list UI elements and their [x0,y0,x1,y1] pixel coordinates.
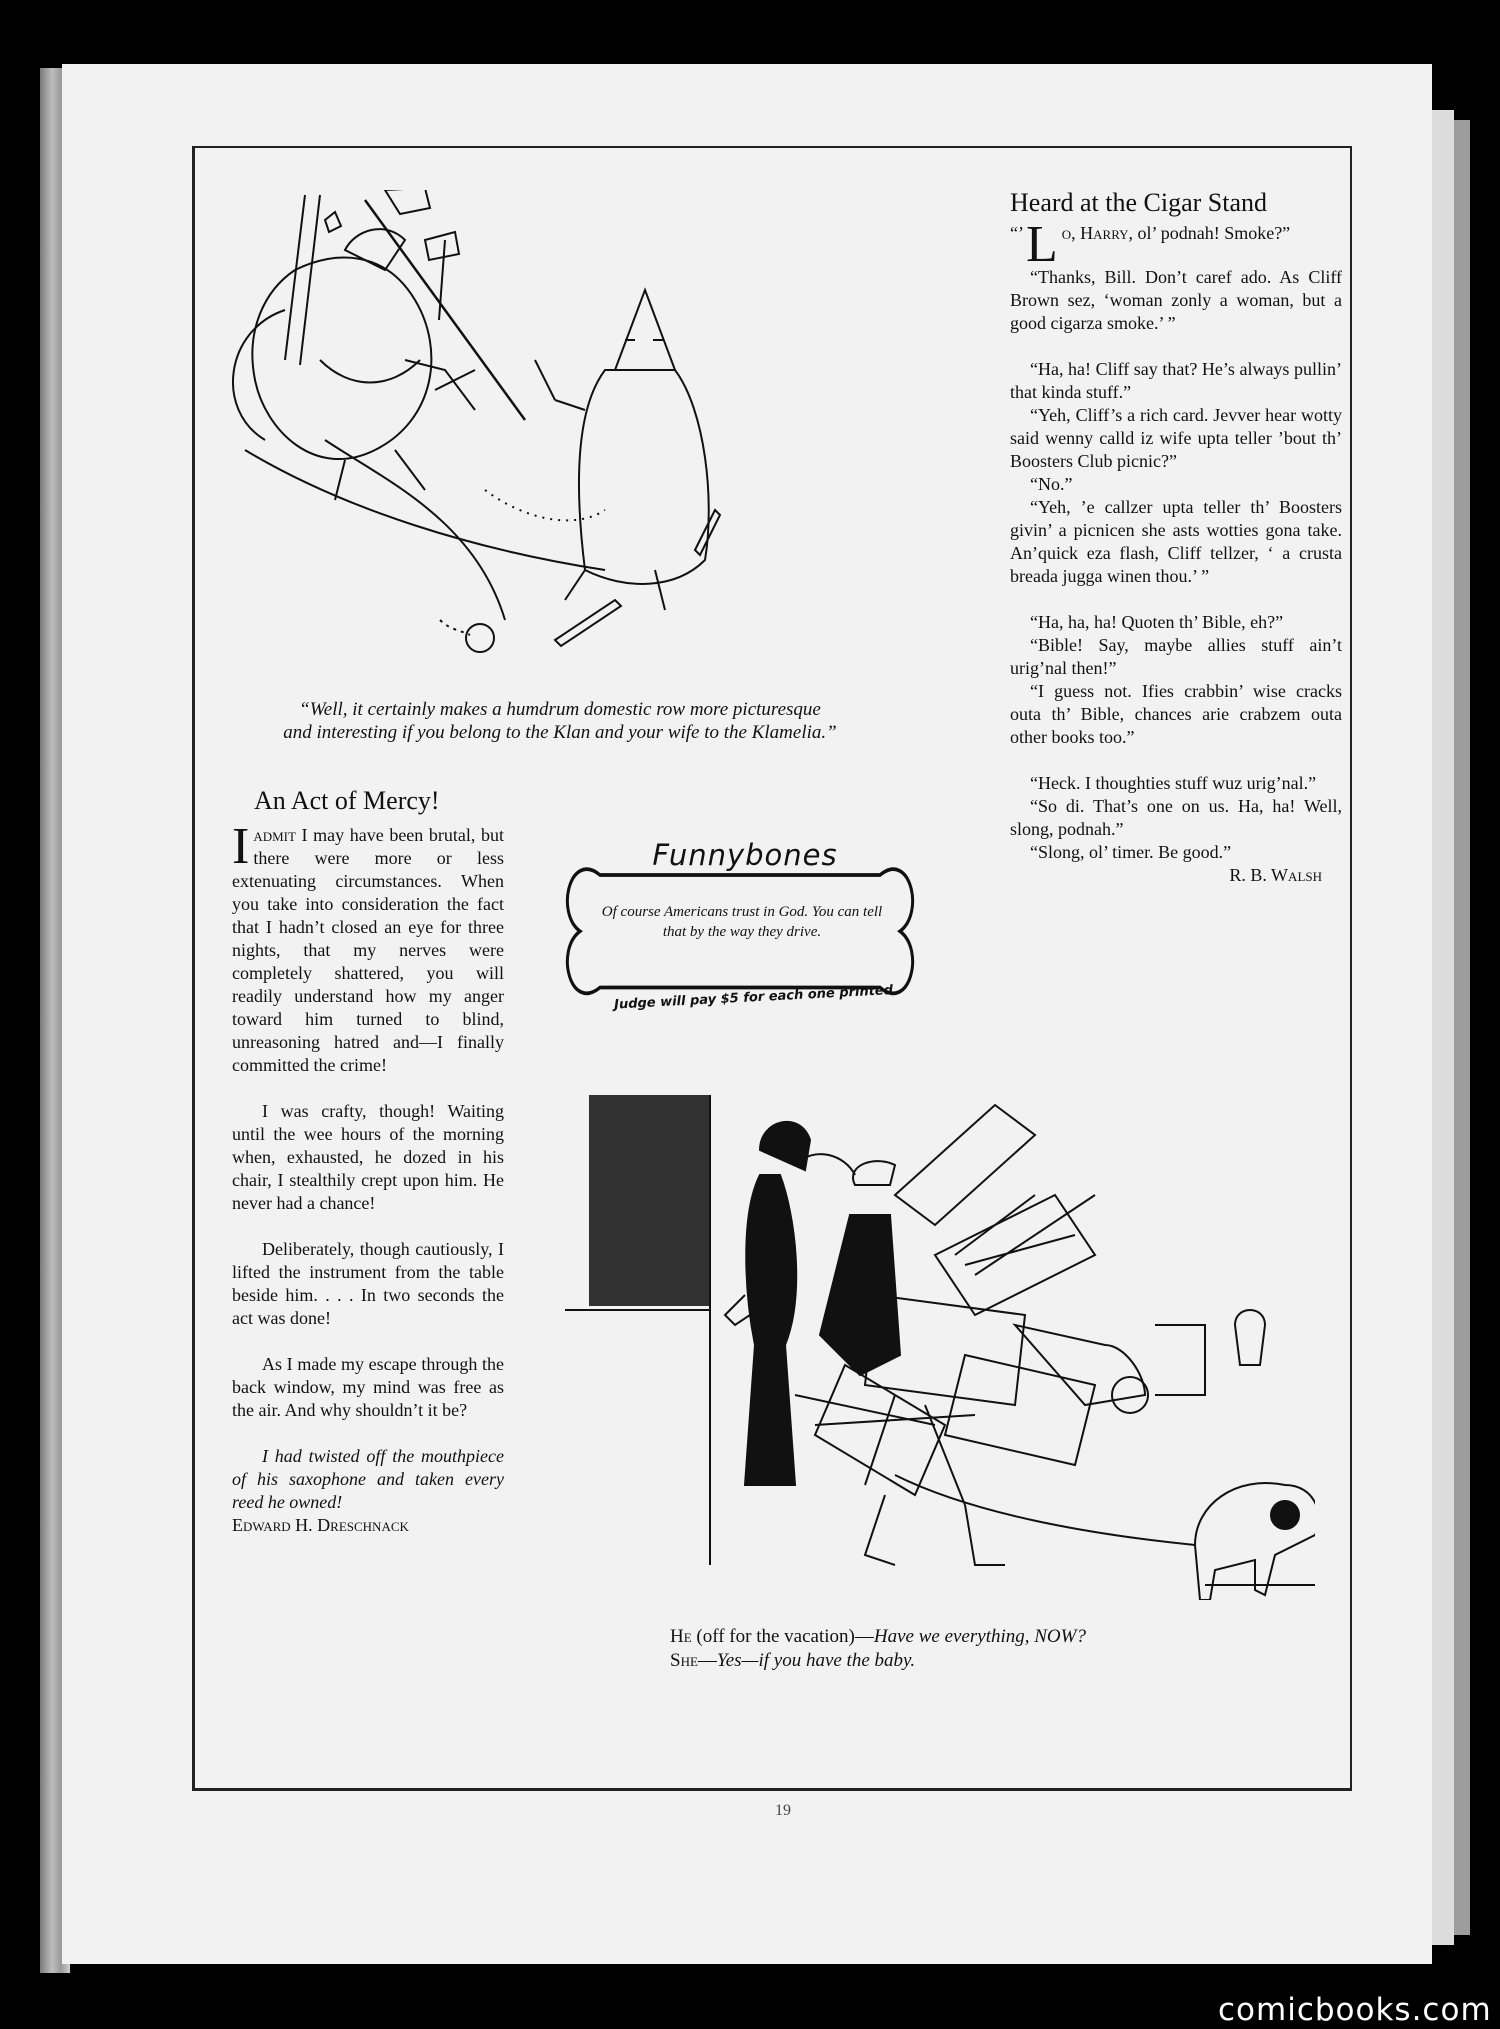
cigar-dropcap: L [1025,216,1058,273]
mercy-para-2: I was crafty, though! Waiting until the wee hours of the morning when, exhausted, he dozed in his chair, I stealthily crept upon him. He never had a chance! [232,1101,504,1213]
cigar-stand-para-1 [1010,216,1342,273]
klan-cartoon [225,190,895,690]
cigar-stand-para-8: “Bible! Say, maybe allies stuff ain’t urig’nal then!” [1010,635,1342,678]
cigar-stand-para-7: “Ha, ha, ha! Quoten th’ Bible, eh?” [1030,612,1284,632]
caption-he-line [670,1625,1230,1649]
cigar-p1-rest: ol’ podnah! Smoke?” [1133,223,1291,243]
top-cartoon-caption-line1: “Well, it certainly makes a humdrum domestic row more picturesque [299,699,821,720]
caption-she-line [670,1649,1230,1673]
caption-he-question: Have we everything, NOW? [873,1626,1086,1647]
caption-she-dash: — [697,1650,717,1671]
mercy-smallcaps: admit [253,825,296,845]
site-watermark: comicbooks.com [1218,1992,1492,2028]
facing-page-shadow [1454,120,1470,1935]
caption-he-paren: (off for the vacation)— [691,1626,874,1647]
cigar-stand-column [1010,188,1342,887]
cigar-stand-para-6: “Yeh, ’e callzer upta teller th’ Boosters givin’ a picnicen she asts wotties gona take. An’quick eza flash, Cliff tellzer, ‘ a crusta breada jugga winen thou.’ ” [1010,497,1342,586]
cigar-open-quote: “’ [1010,223,1024,243]
cigar-stand-para-4: “Yeh, Cliff’s a rich card. Jevver hear wotty said wenny calld iz wife upta teller ’bout th’ Boosters Club picnic?” [1010,405,1342,471]
caption-she-answer: Yes—if you have the baby. [716,1650,916,1671]
mercy-title: An Act of Mercy! [254,786,440,815]
cigar-stand-para-2: “Thanks, Bill. Don’t caref ado. As Cliff Brown sez, ‘woman zonly a woman, but a good cigarza smoke.’ ” [1010,267,1342,333]
cigar-stand-para-10: “Heck. I thoughties stuff wuz urig’nal.” [1030,773,1317,793]
mercy-p1-rest: I may have been brutal, but there were more or less extenuating circumstances. When you take into consideration the fact that I hadn’t closed an eye for three nights, that my nerves were completely shattered, you will readily understand how my anger toward him turned to blind, unreasoning hatred and—I finally committed the crime! [232,825,504,1075]
cigar-stand-para-12: “Slong, ol’ timer. Be good.” [1030,842,1232,862]
cigar-stand-title: Heard at the Cigar Stand [1010,188,1268,217]
cigar-stand-para-3: “Ha, ha! Cliff say that? He’s always pullin’ that kinda stuff.” [1010,359,1342,402]
caption-she-label: She [670,1650,698,1671]
cigar-stand-para-11: “So di. That’s one on us. Ha, ha! Well, slong, podnah.” [1010,796,1342,839]
cigar-stand-para-5: “No.” [1030,474,1073,494]
top-cartoon-caption-line2: and interesting if you belong to the Klan and your wife to the Klamelia.” [283,722,837,743]
cigar-smallcaps: o, Harry, [1061,223,1134,243]
funnybones-title: Funnybones [652,838,838,872]
mercy-para-5: I had twisted off the mouthpiece of his saxophone and taken every reed he owned! [232,1446,504,1512]
caption-he-label: He [670,1626,692,1647]
mercy-column [232,786,504,1537]
vacation-cartoon [545,1095,1315,1600]
mercy-dropcap: I [232,818,250,875]
funnybones-footer: Judge will pay $5 for each one printed [613,982,894,1013]
cigar-stand-para-9: “I guess not. Ifies crabbin’ wise cracks outa th’ Bible, chances arie crabzem outa other books too.” [1010,681,1342,747]
bottom-cartoon-caption [670,1625,1230,1673]
mercy-author: Edward H. Dreschnack [232,1515,409,1535]
cigar-stand-author: R. B. Walsh [1229,865,1322,885]
mercy-para-4: As I made my escape through the back window, my mind was free as the air. And why shouldn’t it be? [232,1354,504,1420]
page-number: 19 [775,1802,791,1819]
mercy-para-3: Deliberately, though cautiously, I lifted the instrument from the table beside him. . . . In two seconds the act was done! [232,1239,504,1328]
mercy-para-1 [232,818,504,1077]
funnybones-joke: Of course Americans trust in God. You can tell that by the way they drive. [601,904,883,940]
facing-page-edge [1432,110,1454,1945]
